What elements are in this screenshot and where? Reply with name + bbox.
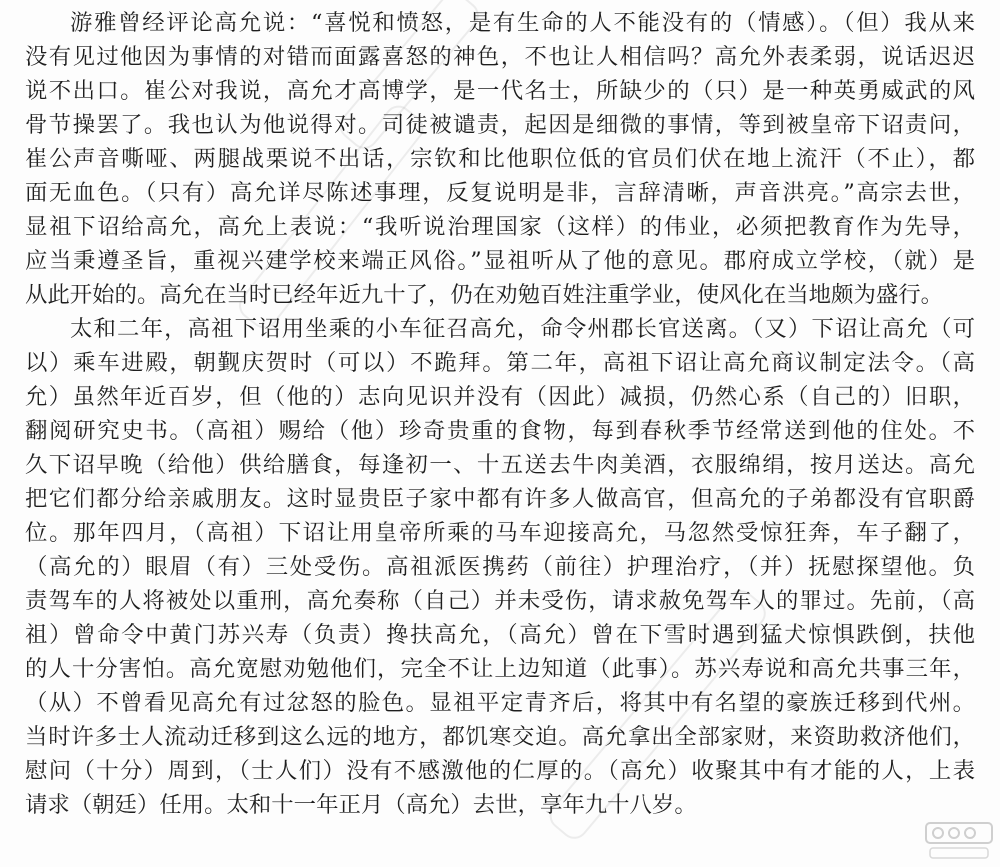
text-line: 太和二年，高祖下诏用坐乘的小车征召高允，命令州郡长官送离。（又）下诏让高允（可 bbox=[70, 316, 975, 342]
translation-text bbox=[25, 6, 975, 822]
text-line: 允）虽然年近百岁，但（他的）志向见识并没有（因此）减损，仍然心系（自己的）旧职， bbox=[25, 384, 975, 410]
text-line: 久下诏早晚（给他）供给膳食，每逢初一、十五送去牛肉美酒，衣服绵绢，按月送达。高允 bbox=[25, 452, 975, 478]
text-line: （高允的）眼眉（有）三处受伤。高祖派医携药（前往）护理治疗，（并）抚慰探望他。负 bbox=[25, 554, 975, 580]
text-line: （从）不曾看见高允有过忿怒的脸色。显祖平定青齐后，将其中有名望的豪族迁移到代州。 bbox=[25, 690, 975, 716]
text-line: 游雅曾经评论高允说：“喜悦和愤怒，是有生命的人不能没有的（情感）。（但）我从来 bbox=[70, 10, 975, 36]
text-line: 把它们都分给亲戚朋友。这时显贵臣子家中都有许多人做高官，但高允的子弟都没有官职爵 bbox=[25, 486, 975, 512]
text-line: 祖）曾命令中黄门苏兴寿（负责）搀扶高允，（高允）曾在下雪时遇到猛犬惊惧跌倒，扶他 bbox=[25, 622, 975, 648]
text-line: 位。那年四月，（高祖）下诏让用皇帝所乘的马车迎接高允，马忽然受惊狂奔，车子翻了， bbox=[25, 520, 975, 546]
text-line: 显祖下诏给高允，高允上表说：“我听说治理国家（这样）的伟业，必须把教育作为先导， bbox=[25, 214, 975, 240]
text-line: 从此开始的。高允在当时已经年近九十了，仍在劝勉百姓注重学业，使风化在当地颇为盛行。 bbox=[25, 282, 944, 308]
site-logo bbox=[924, 821, 994, 863]
text-line: 请求（朝廷）任用。太和十一年正月（高允）去世，享年九十八岁。 bbox=[25, 792, 697, 818]
text-line: 面无血色。（只有）高允详尽陈述事理，反复说明是非，言辞清晰，声音洪亮。”高宗去世， bbox=[25, 180, 975, 206]
text-line: 说不出口。崔公对我说，高允才高博学，是一代名士，所缺少的（只）是一种英勇威武的风 bbox=[25, 78, 975, 104]
text-line: 翻阅研究史书。（高祖）赐给（他）珍奇贵重的食物，每到春秋季节经常送到他的住处。不 bbox=[25, 418, 975, 444]
text-line: 以）乘车进殿，朝觐庆贺时（可以）不跪拜。第二年，高祖下诏让高允商议制定法令。（高 bbox=[25, 350, 975, 376]
text-line: 没有见过他因为事情的对错而面露喜怒的神色，不也让人相信吗？高允外表柔弱，说话迟迟 bbox=[25, 44, 975, 70]
text-line: 应当秉遵圣旨，重视兴建学校来端正风俗。”显祖听从了他的意见。郡府成立学校，（就）是 bbox=[25, 248, 975, 274]
text-line: 崔公声音嘶哑、两腿战栗说不出话，宗钦和比他职位低的官员们伏在地上流汗（不止），都 bbox=[25, 146, 975, 172]
text-line: 骨节操罢了。我也认为他说得对。司徒被谴责，起因是细微的事情，等到被皇帝下诏责问， bbox=[25, 112, 975, 138]
text-line: 慰问（十分）周到，（士人们）没有不感激他的仁厚的。（高允）收聚其中有才能的人，上表 bbox=[25, 758, 975, 784]
text-line: 当时许多士人流动迁移到这么远的地方，都饥寒交迫。高允拿出全部家财，来资助救济他们， bbox=[25, 724, 975, 750]
text-line: 责驾车的人将被处以重刑，高允奏称（自己）并未受伤，请求赦免驾车人的罪过。先前，（高 bbox=[25, 588, 975, 614]
text-line: 的人十分害怕。高允宽慰劝勉他们，完全不让上边知道（此事）。苏兴寿说和高允共事三年， bbox=[25, 656, 975, 682]
